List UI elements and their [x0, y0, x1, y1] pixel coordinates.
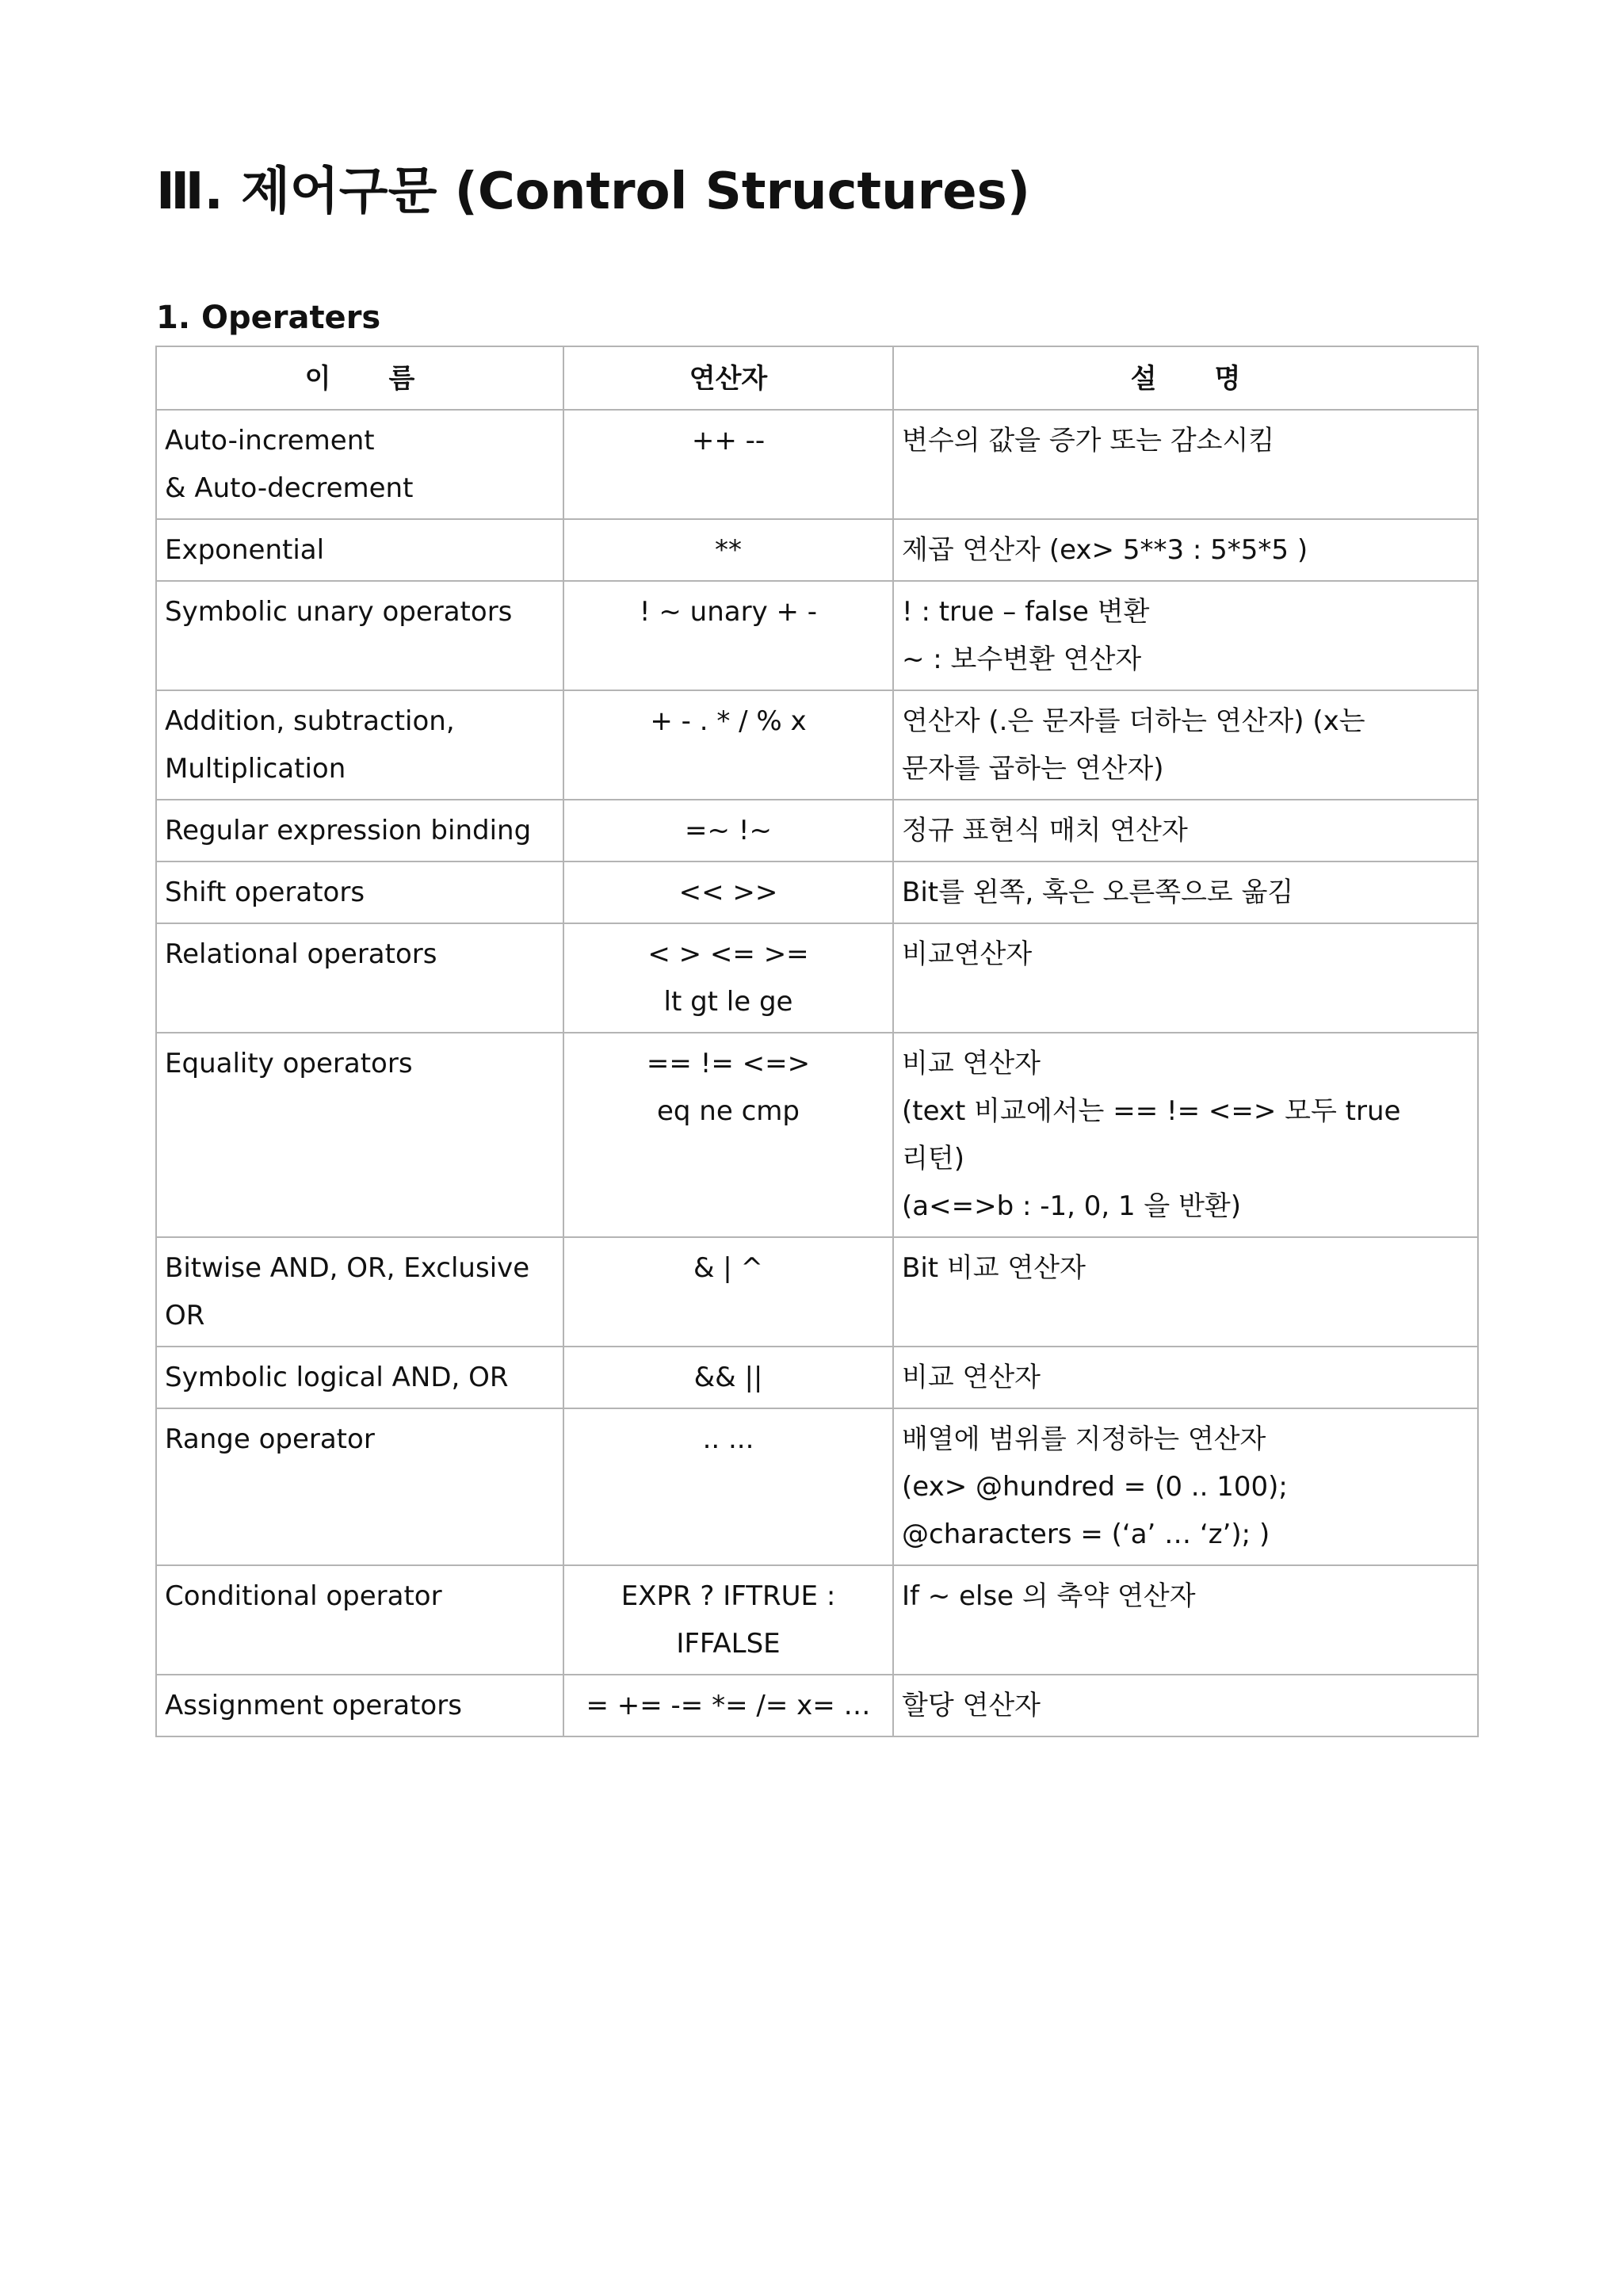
cell-name: Addition, subtraction, Multiplication	[156, 690, 563, 800]
cell-operator: < > <= >= lt gt le ge	[563, 923, 893, 1033]
cell-description: 제곱 연산자 (ex> 5**3 : 5*5*5 )	[893, 519, 1478, 581]
cell-description: Bit를 왼쪽, 혹은 오른쪽으로 옮김	[893, 861, 1478, 923]
section-heading: 1. Operaters	[156, 300, 381, 336]
cell-description: 비교 연산자 (text 비교에서는 == != <=> 모두 true 리턴) (a<=>b : -1, 0, 1 을 반환)	[893, 1033, 1478, 1237]
cell-name: Bitwise AND, OR, Exclusive OR	[156, 1237, 563, 1347]
cell-name: Auto-increment & Auto-decrement	[156, 410, 563, 519]
table-row	[156, 1675, 1478, 1736]
cell-name: Relational operators	[156, 923, 563, 1033]
cell-operator: .. ...	[563, 1408, 893, 1565]
cell-name: Assignment operators	[156, 1675, 563, 1736]
cell-operator: == != <=> eq ne cmp	[563, 1033, 893, 1237]
cell-operator: && ||	[563, 1347, 893, 1408]
cell-description: 비교연산자	[893, 923, 1478, 1033]
cell-operator: =~ !~	[563, 800, 893, 861]
table-row	[156, 1408, 1478, 1565]
header-operator: 연산자	[563, 346, 893, 410]
table-row	[156, 1565, 1478, 1675]
cell-description: If ~ else 의 축약 연산자	[893, 1565, 1478, 1675]
header-row	[156, 346, 1478, 410]
cell-description: 배열에 범위를 지정하는 연산자 (ex> @hundred = (0 .. 100); @characters = (‘a’ … ‘z’); )	[893, 1408, 1478, 1565]
cell-operator: EXPR ? IFTRUE : IFFALSE	[563, 1565, 893, 1675]
table-body	[156, 410, 1478, 1736]
cell-name: Symbolic logical AND, OR	[156, 1347, 563, 1408]
table-row	[156, 861, 1478, 923]
table-row	[156, 800, 1478, 861]
table-header	[156, 346, 1478, 410]
operators-table	[155, 346, 1479, 1737]
table-row	[156, 690, 1478, 800]
cell-operator: **	[563, 519, 893, 581]
cell-operator: << >>	[563, 861, 893, 923]
cell-name: Exponential	[156, 519, 563, 581]
cell-description: 비교 연산자	[893, 1347, 1478, 1408]
cell-operator: & | ^	[563, 1237, 893, 1347]
cell-operator: ! ~ unary + -	[563, 581, 893, 690]
table-row	[156, 923, 1478, 1033]
cell-operator: + - . * / % x	[563, 690, 893, 800]
header-description: 설 명	[893, 346, 1478, 410]
header-name: 이 름	[156, 346, 563, 410]
cell-description: 할당 연산자	[893, 1675, 1478, 1736]
cell-description: 연산자 (.은 문자를 더하는 연산자) (x는 문자를 곱하는 연산자)	[893, 690, 1478, 800]
table-row	[156, 1237, 1478, 1347]
cell-description: 정규 표현식 매치 연산자	[893, 800, 1478, 861]
cell-name: Shift operators	[156, 861, 563, 923]
cell-name: Regular expression binding	[156, 800, 563, 861]
table-row	[156, 1347, 1478, 1408]
cell-operator: = += -= *= /= x= …	[563, 1675, 893, 1736]
table-row	[156, 519, 1478, 581]
cell-name: Symbolic unary operators	[156, 581, 563, 690]
cell-name: Range operator	[156, 1408, 563, 1565]
page-title: Ⅲ. 제어구문 (Control Structures)	[156, 162, 1030, 221]
table-row	[156, 410, 1478, 519]
cell-description: 변수의 값을 증가 또는 감소시킴	[893, 410, 1478, 519]
cell-name: Equality operators	[156, 1033, 563, 1237]
cell-description: ! : true – false 변환 ~ : 보수변환 연산자	[893, 581, 1478, 690]
cell-name: Conditional operator	[156, 1565, 563, 1675]
table-row	[156, 581, 1478, 690]
cell-operator: ++ --	[563, 410, 893, 519]
cell-description: Bit 비교 연산자	[893, 1237, 1478, 1347]
table-row	[156, 1033, 1478, 1237]
